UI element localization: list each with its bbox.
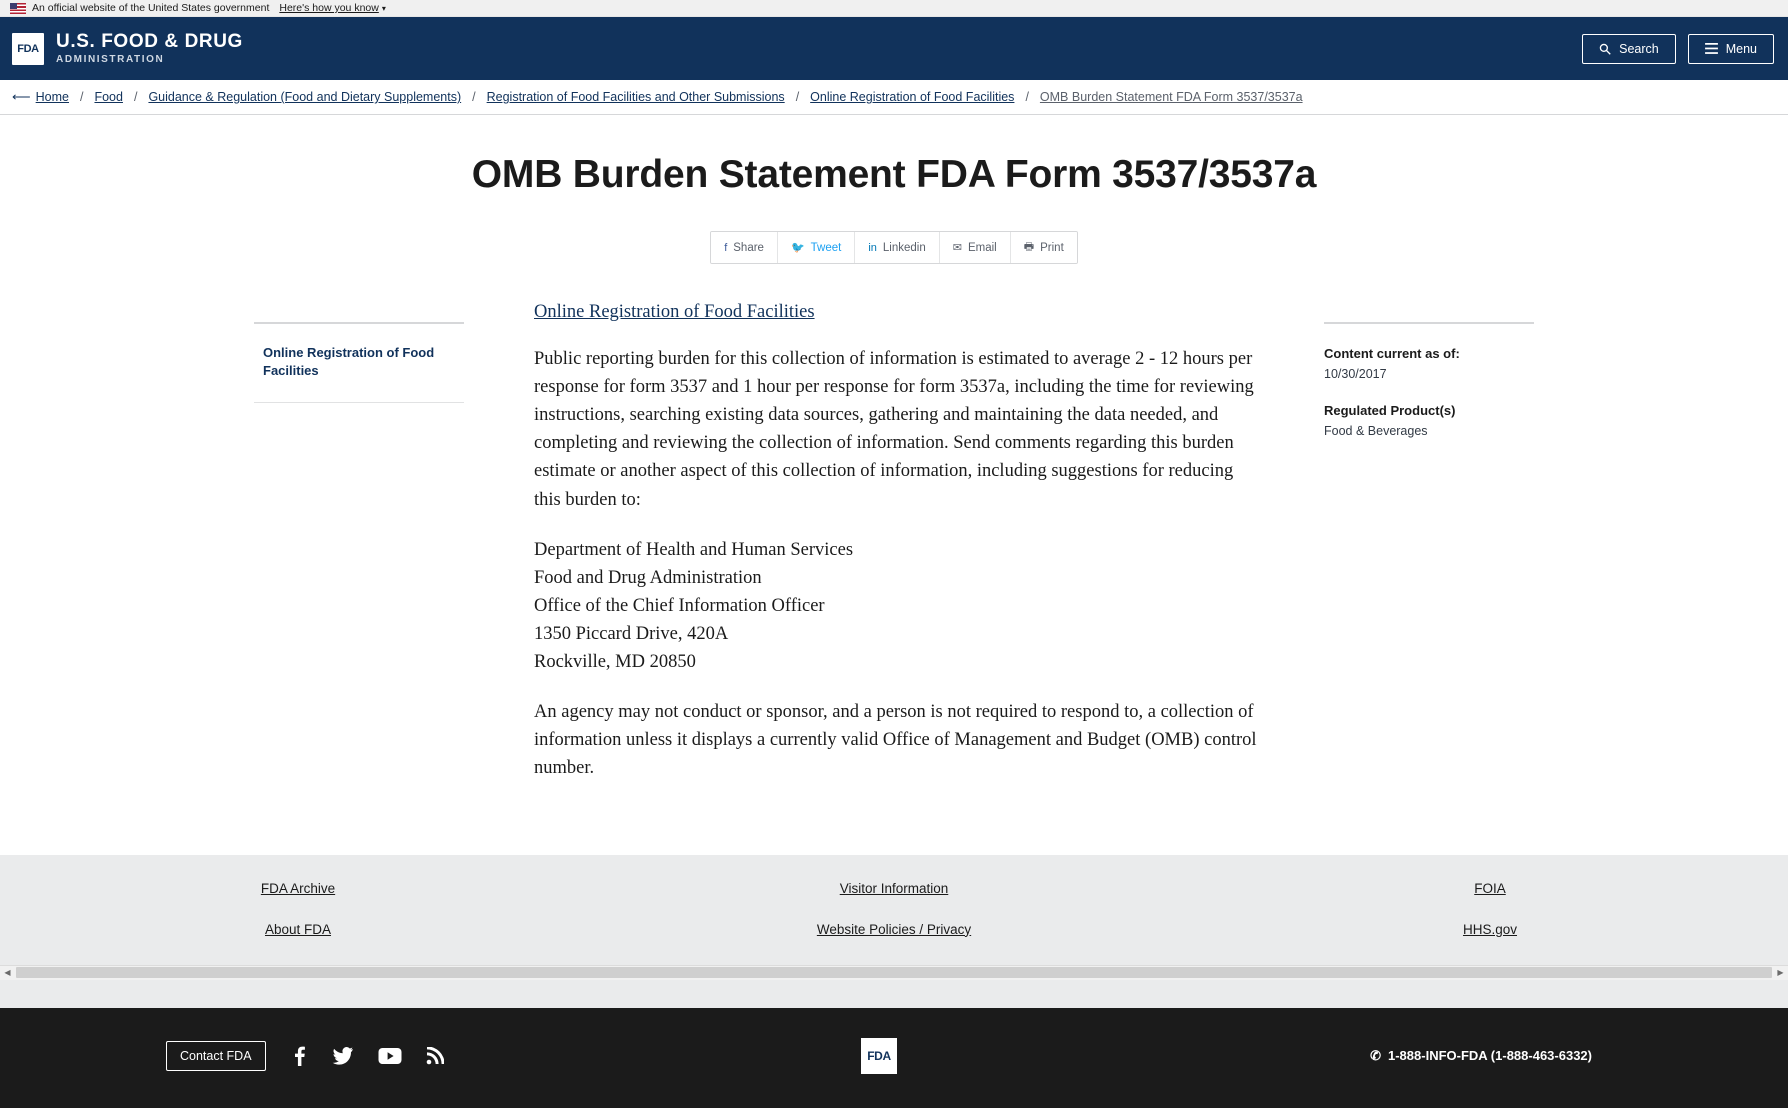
content-current-value: 10/30/2017 — [1324, 367, 1387, 381]
footer-link-hhs-gov[interactable]: HHS.gov — [1462, 921, 1518, 937]
menu-button[interactable] — [1688, 34, 1774, 64]
document-link-wrapper — [534, 302, 1264, 323]
share-email-label: Email — [967, 241, 997, 254]
linkedin-icon: in — [868, 241, 877, 254]
footer-left-group — [0, 1041, 641, 1071]
back-arrow-icon[interactable]: ⟵ — [12, 89, 31, 104]
contact-fda-button[interactable]: Contact FDA — [166, 1041, 266, 1071]
share-bar — [0, 231, 1788, 264]
omb-control-paragraph: An agency may not conduct or sponsor, and a person is not required to respond to, a collection of information unless it displays a currently valid Office of Management and Budget (OMB) control number. — [534, 702, 1257, 779]
contact-address-block — [534, 536, 1264, 677]
address-line-5: Rockville, MD 20850 — [534, 652, 696, 673]
online-registration-link[interactable]: Online Registration of Food Facilities — [534, 302, 815, 322]
share-twitter-button[interactable] — [778, 232, 855, 263]
share-facebook-label: Share — [733, 241, 764, 254]
footer-right-group — [1117, 1048, 1788, 1064]
main-content — [464, 302, 1324, 805]
brand-logo-group[interactable] — [12, 32, 243, 65]
breadcrumb-separator: / — [79, 90, 84, 104]
share-linkedin-label: Linkedin — [882, 241, 926, 254]
share-twitter-label: Tweet — [810, 241, 842, 254]
address-line-3: Office of the Chief Information Officer — [534, 595, 825, 616]
fda-footer-logo-icon: FDA — [861, 1038, 897, 1074]
facebook-icon: f — [724, 241, 728, 254]
footer-phone-label: 1-888-INFO-FDA (1-888-463-6332) — [1388, 1048, 1592, 1064]
regulated-product-value: Food & Beverages — [1324, 424, 1428, 438]
hamburger-icon — [1705, 43, 1718, 54]
share-email-button[interactable] — [940, 232, 1011, 263]
chevron-down-icon: ▾ — [381, 3, 386, 13]
address-line-2: Food and Drug Administration — [534, 567, 762, 588]
search-icon — [1599, 43, 1611, 55]
brand-title-primary: U.S. FOOD & DRUG — [56, 31, 243, 53]
twitter-icon: 🐦 — [790, 242, 805, 254]
us-flag-icon — [10, 3, 26, 14]
share-facebook-button[interactable] — [711, 232, 778, 263]
breadcrumb-separator: / — [133, 90, 138, 104]
footer-links-section — [0, 855, 1788, 1008]
scrollbar-thumb[interactable] — [16, 967, 1772, 978]
burden-paragraph: Public reporting burden for this collection of information is estimated to average 2 - 12 hours per response for form 3537 and 1 hour per response for form 3537a, including the time for reviewing instructions, searching existing data sources, gathering and maintaining the data needed, and completing and reviewing the collection of information. Send comments regarding this burden estimate or another aspect of this collection of information, including suggestions for reducing this burden to: — [534, 349, 1254, 510]
print-icon: 🖶 — [1023, 241, 1035, 253]
left-sidebar — [254, 302, 464, 805]
related-links-box — [254, 322, 464, 403]
brand-title-secondary: ADMINISTRATION — [56, 53, 165, 65]
breadcrumb-separator: / — [795, 90, 800, 104]
government-banner — [0, 0, 1788, 17]
sidebar-item-online-registration[interactable]: Online Registration of Food Facilities — [263, 345, 435, 378]
scroll-right-arrow-icon[interactable]: ▶ — [1777, 968, 1784, 978]
breadcrumb-item-registration[interactable]: Registration of Food Facilities and Other Submissions — [486, 90, 785, 104]
breadcrumb-item-online-registration[interactable]: Online Registration of Food Facilities — [810, 90, 1015, 104]
how-you-know-link[interactable]: Here's how you know — [279, 2, 379, 14]
phone-icon: ✆ — [1370, 1047, 1381, 1063]
site-footer — [0, 1008, 1788, 1108]
email-icon: ✉ — [952, 242, 962, 254]
site-header — [0, 17, 1788, 80]
search-button[interactable] — [1582, 34, 1676, 64]
address-line-1: Department of Health and Human Services — [534, 539, 854, 560]
footer-link-visitor-information[interactable]: Visitor Information — [839, 880, 949, 896]
content-area — [0, 302, 1788, 855]
regulated-product-label: Regulated Product(s) — [1324, 403, 1456, 418]
youtube-icon[interactable] — [378, 1047, 402, 1065]
footer-link-website-policies[interactable]: Website Policies / Privacy — [816, 921, 972, 937]
breadcrumb — [0, 80, 1788, 115]
scroll-left-arrow-icon[interactable]: ◀ — [4, 968, 11, 978]
print-label: Print — [1040, 241, 1064, 254]
breadcrumb-separator: / — [472, 90, 476, 104]
right-sidebar — [1324, 322, 1534, 805]
twitter-icon[interactable] — [332, 1046, 354, 1066]
page-title: OMB Burden Statement FDA Form 3537/3537a — [471, 153, 1317, 196]
share-linkedin-button[interactable] — [855, 232, 939, 263]
footer-phone[interactable] — [1370, 1048, 1592, 1064]
horizontal-scrollbar[interactable] — [0, 965, 1788, 980]
breadcrumb-item-guidance[interactable]: Guidance & Regulation (Food and Dietary Supplements) — [148, 90, 462, 104]
address-line-4: 1350 Piccard Drive, 420A — [534, 623, 729, 644]
breadcrumb-separator: / — [1025, 90, 1029, 104]
footer-center-group — [641, 1038, 1116, 1074]
rss-icon[interactable] — [426, 1047, 444, 1065]
print-button[interactable] — [1011, 232, 1077, 263]
gov-banner-text: An official website of the United States government — [32, 2, 270, 14]
breadcrumb-item-current: OMB Burden Statement FDA Form 3537/3537a — [1039, 90, 1303, 104]
footer-link-foia[interactable]: FOIA — [1474, 880, 1506, 896]
search-button-label: Search — [1619, 41, 1659, 56]
footer-link-fda-archive[interactable]: FDA Archive — [260, 880, 336, 896]
footer-link-about-fda[interactable]: About FDA — [264, 921, 332, 937]
fda-logo-icon: FDA — [12, 33, 44, 65]
content-current-label: Content current as of: — [1324, 346, 1460, 361]
header-actions — [1582, 34, 1774, 64]
breadcrumb-item-home[interactable]: Home — [35, 90, 69, 104]
facebook-icon[interactable] — [290, 1045, 308, 1067]
menu-button-label: Menu — [1725, 41, 1757, 56]
breadcrumb-item-food[interactable]: Food — [94, 90, 123, 104]
